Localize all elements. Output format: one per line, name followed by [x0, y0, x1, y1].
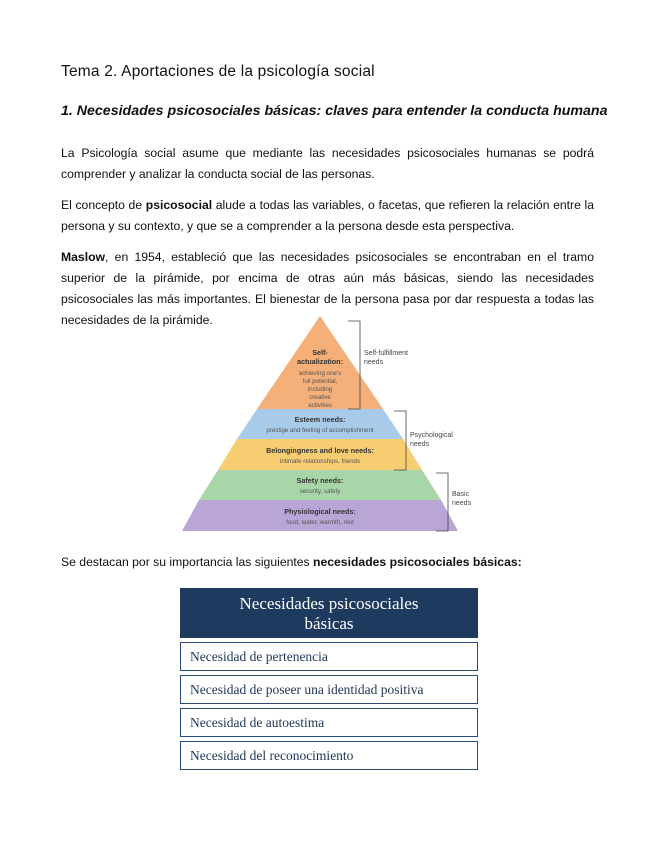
- level-desc: intimate relationships, friends: [279, 458, 361, 465]
- page-title: Tema 2. Aportaciones de la psicología social: [61, 63, 375, 80]
- level-desc-line: creative: [309, 394, 331, 401]
- section-heading: 1. Necesidades psicosociales básicas: claves para entender la conducta humana: [61, 103, 608, 119]
- bracket-label: Self-fulfillment: [364, 350, 408, 357]
- level-title: Safety needs:: [296, 476, 344, 485]
- paragraph-text: alude a todas las variables, o facetas, que refieren la relación entre la persona y su contexto, y que se a comprender a la persona desde esta perspectiva.: [61, 198, 595, 233]
- need-item: Necesidad de pertenencia: [180, 642, 478, 671]
- list-intro: [61, 555, 522, 569]
- needs-box-title: básicas: [304, 614, 354, 633]
- need-item: Necesidad de poseer una identidad positiva: [180, 675, 478, 704]
- bracket-label: needs: [410, 441, 430, 448]
- bracket-label: needs: [452, 500, 472, 507]
- bracket-label: Basic: [452, 491, 470, 498]
- bracket-label: needs: [364, 359, 384, 366]
- level-title-line: actualization:: [297, 357, 343, 366]
- needs-box: [180, 588, 478, 770]
- paragraph-intro: La Psicología social asume que mediante las necesidades psicosociales humanas se podrá comprender y analizar la conducta social de las personas.: [61, 146, 594, 181]
- level-desc: food, water, warmth, rest: [286, 519, 354, 526]
- paragraph-text: , en 1954, estableció que las necesidades psicosociales se encontraban en el tramo superior de la pirámide, por encima de otras aún más básicas, siendo las necesidades psicosociales las más importantes. El bienestar de la persona pasa por dar respuesta a todas las necesidades de la pirámide.: [61, 250, 594, 327]
- needs-box-header: [180, 588, 478, 638]
- level-desc-line: activities: [308, 402, 332, 409]
- maslow-pyramid: [178, 313, 478, 535]
- paragraph-psicosocial: [61, 195, 594, 237]
- pyramid-level-safety: [199, 470, 441, 500]
- paragraph-text: El concepto de: [61, 198, 146, 212]
- level-desc: security, safety: [299, 488, 341, 495]
- level-desc-line: full potential,: [302, 378, 338, 385]
- pyramid-level-esteem: [237, 409, 403, 439]
- bold-term: psicosocial: [145, 198, 213, 212]
- level-desc-line: including: [307, 386, 333, 393]
- need-item: Necesidad de autoestima: [180, 708, 478, 737]
- level-title-line: Self-: [312, 348, 328, 357]
- level-title: Esteem needs:: [294, 415, 346, 424]
- bold-term: necesidades psicosociales básicas:: [313, 555, 522, 569]
- intro-text: Se destacan por su importancia las siguientes: [61, 555, 314, 569]
- level-desc-line: achieving one's: [298, 370, 342, 377]
- bold-term: Maslow: [61, 250, 106, 264]
- bracket-label: Psychological: [410, 432, 453, 439]
- level-title: Belongingness and love needs:: [266, 446, 374, 455]
- needs-box-title: Necesidades psicosociales: [239, 594, 419, 613]
- need-item: Necesidad del reconocimiento: [180, 741, 478, 770]
- level-title: Physiological needs:: [284, 507, 356, 516]
- level-desc: prestige and feeling of accomplishment: [266, 427, 374, 434]
